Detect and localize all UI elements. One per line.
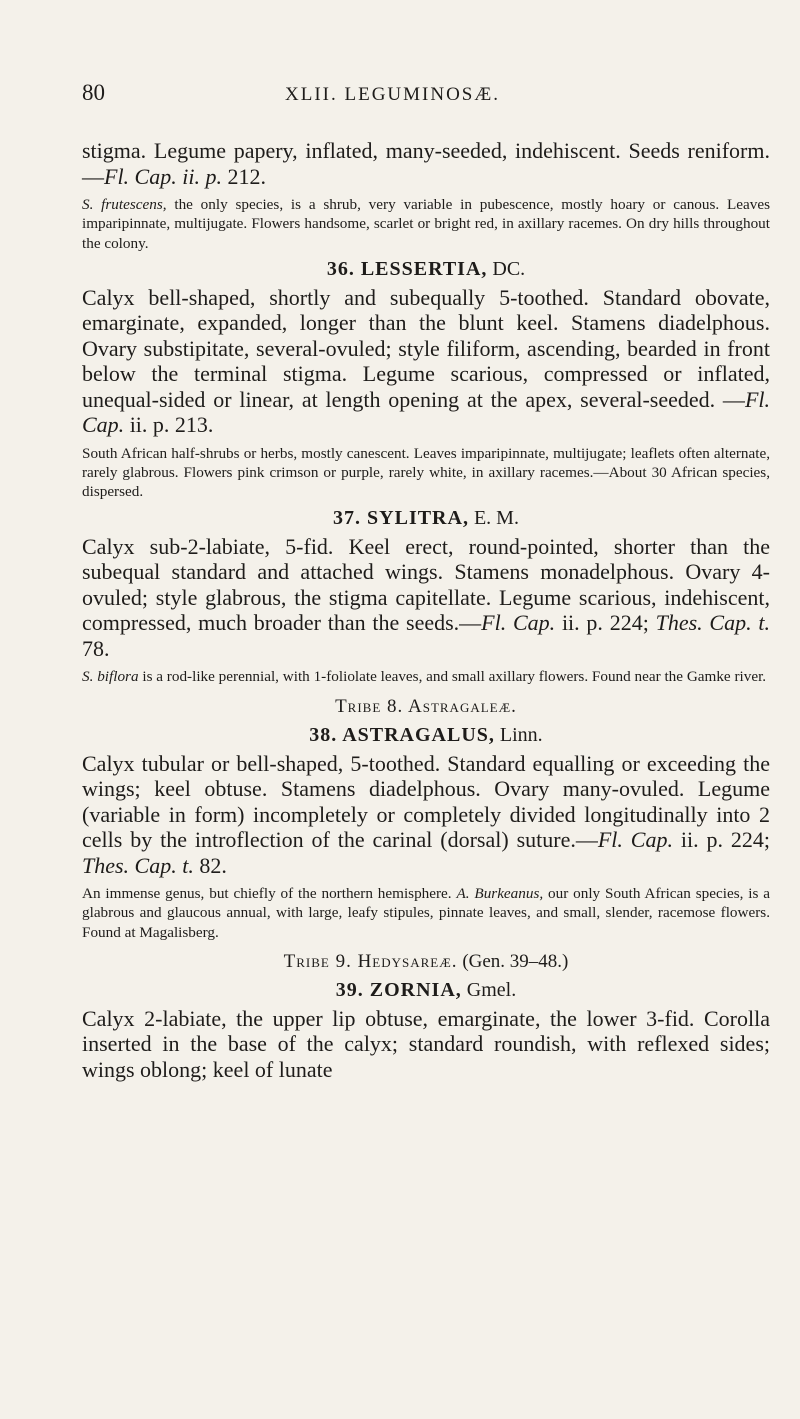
genus-note: South African half-shrubs or herbs, mostly canescent. Leaves imparipinnate, multijugate; leaflets often alternate, rarely glabrous. Flowers pink crimson or purple, rarely white, in axillary racemes.—About 30 African species, dispersed. (82, 444, 770, 501)
citation: Fl. Cap. (481, 610, 556, 636)
genus-description: Calyx bell-shaped, shortly and subequally 5-toothed. Standard obovate, emarginate, expanded, longer than the blunt keel. Stamens diadelphous. Ovary substipitate, several-ovuled; style filiform, ascending, bearded in front below the terminal stigma. Legume scarious, compressed or inflated, unequal-sided or linear, at length opening at the apex, several-seeded. —Fl. Cap. ii. p. 213. (82, 284, 770, 438)
species-note: S. biflora is a rod-like perennial, with 1-foliolate leaves, and small axillary flowers. Found near the Gamke river. (82, 668, 767, 686)
genus-description: Calyx 2-labiate, the upper lip obtuse, emarginate, the lower 3-fid. Corolla inserted in the base of the calyx; standard roundish, with reflexed sides; wings oblong; keel of lunate (82, 1005, 770, 1082)
page-number: 80 (82, 80, 105, 105)
page-body (82, 138, 770, 1082)
citation: Fl. Cap. (597, 827, 673, 853)
citation: Fl. Cap. ii. p. (104, 163, 222, 189)
tribe-heading: Tribe 8. Astragaleæ. (335, 695, 517, 717)
citation: Thes. Cap. t. (655, 610, 770, 636)
species-name: S. biflora (82, 668, 139, 686)
species-name: A. Burkeanus, (456, 885, 544, 903)
genus-description: Calyx sub-2-labiate, 5-fid. Keel erect, round-pointed, shorter than the subequal standard and attached wings. Stamens monadelphous. Ovary 4-ovuled; style glabrous, the stigma capitellate. Legume scarious, indehiscent, compressed, much broader than the seeds.—Fl. Cap. ii. p. 224; Thes. Cap. t. 78. (82, 533, 770, 661)
citation: Thes. Cap. t. (82, 852, 194, 878)
genus-note: An immense genus, but chiefly of the northern hemisphere. A. Burkeanus, our only South African species, is a glabrous and glaucous annual, with large, leafy stipules, pinnate leaves, and small, slender, racemose flowers. Found at Magalisberg. (82, 885, 771, 941)
genus-description: Calyx tubular or bell-shaped, 5-toothed. Standard equalling or exceeding the wings; keel obtuse. Stamens diadelphous. Ovary many-ovuled. Legume (variable in form) incompletely or completely divided longitudinally into 2 cells by the introflection of the carinal (dorsal) suture.—Fl. Cap. ii. p. 224; Thes. Cap. t. 82. (82, 750, 770, 878)
genus-heading-sylitra: 37. SYLITRA, E. M. (333, 506, 519, 529)
tribe-heading: Tribe 9. Hedysareæ. (Gen. 39–48.) (283, 950, 569, 972)
genus-heading-zornia: 39. ZORNIA, Gmel. (335, 978, 517, 1001)
genus-heading-astragalus: 38. ASTRAGALUS, Linn. (309, 723, 543, 746)
species-name: S. frutescens, (82, 196, 167, 213)
running-title: XLII. LEGUMINOSÆ. (285, 84, 501, 105)
species-note: S. frutescens, the only species, is a shrub, very variable in pubescence, mostly hoary or canous. Leaves imparipinnate, multijugate. Flowers handsome, scarlet or bright red, in axillary racemes. On dry hills throughout the colony. (82, 196, 770, 252)
genus-heading-lessertia: 36. LESSERTIA, DC. (326, 257, 526, 280)
paragraph-continuation: stigma. Legume papery, inflated, many-seeded, indehiscent. Seeds reniform.—Fl. Cap. ii. p. 212. (82, 138, 770, 189)
citation: Fl. Cap. (82, 386, 770, 438)
